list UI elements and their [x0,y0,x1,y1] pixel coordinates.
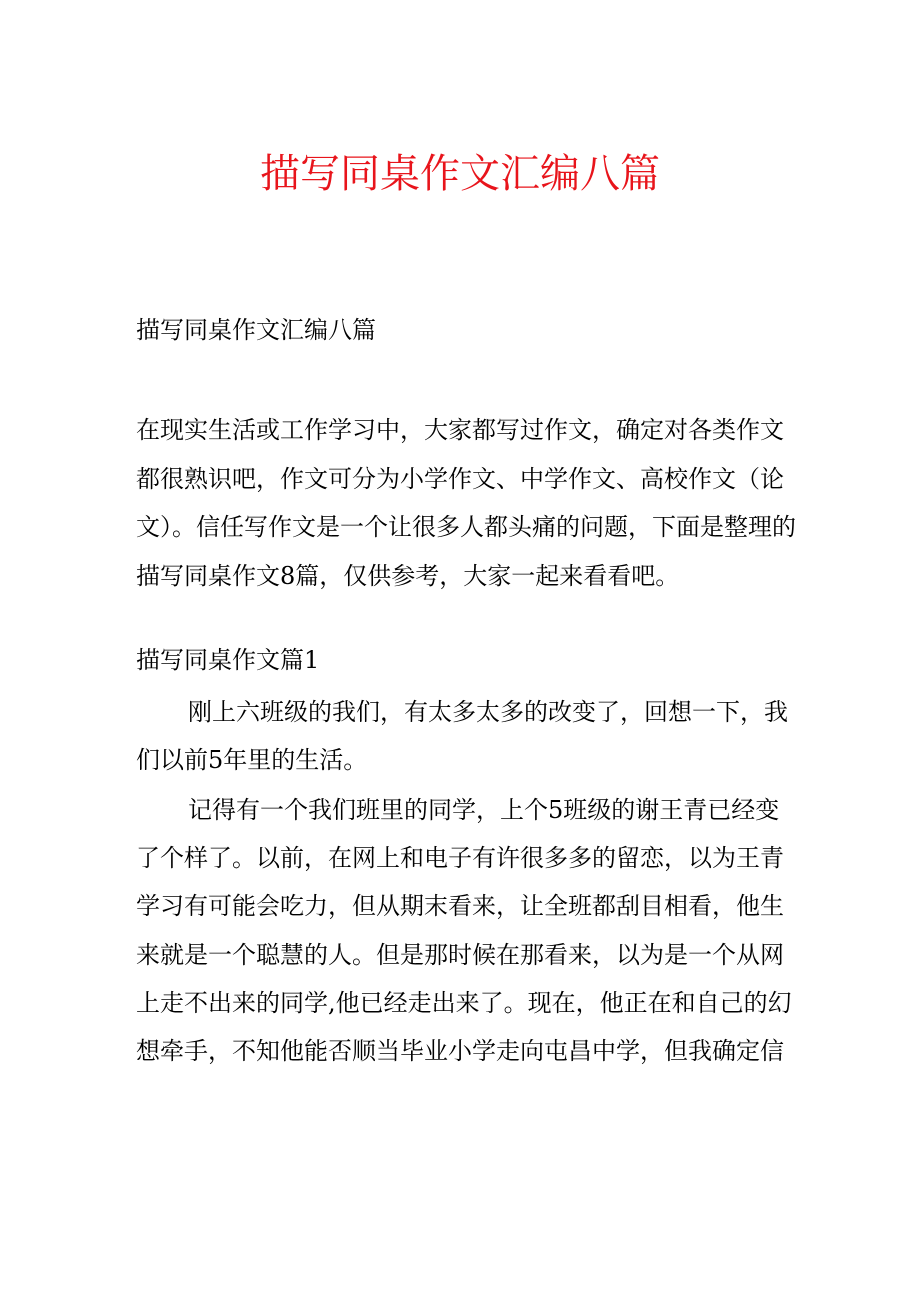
intro-paragraph: 在现实生活或工作学习中，大家都写过作文，确定对各类作文都很熟识吧，作文可分为小学作文、中学作文、高校作文（论文）。信任写作文是一个让很多人都头痛的问题，下面是整理的描写同桌作文8篇，仅供参考，大家一起来看看吧。 [136,416,796,590]
document-title: 描写同桌作文汇编八篇 [260,151,660,197]
body-paragraph-1: 刚上六班级的我们，有太多太多的改变了，回想一下，我们以前5年里的生活。 [136,698,788,774]
document-subtitle: 描写同桌作文汇编八篇 [136,316,376,344]
section-heading: 描写同桌作文篇1 [136,646,320,674]
body-paragraph-2: 记得有一个我们班里的同学，上个5班级的谢王青已经变了个样了。以前，在网上和电子有许很多多的留恋，以为王青学习有可能会吃力，但从期末看来，让全班都刮目相看，他生来就是一个聪慧的人。但是那时候在那看来，以为是一个从网上走不出来的同学,他已经走出来了。现在，他正在和自己的幻想牵手，不知他能否顺当毕业小学走向屯昌中学，但我确定信 [136,796,792,1066]
